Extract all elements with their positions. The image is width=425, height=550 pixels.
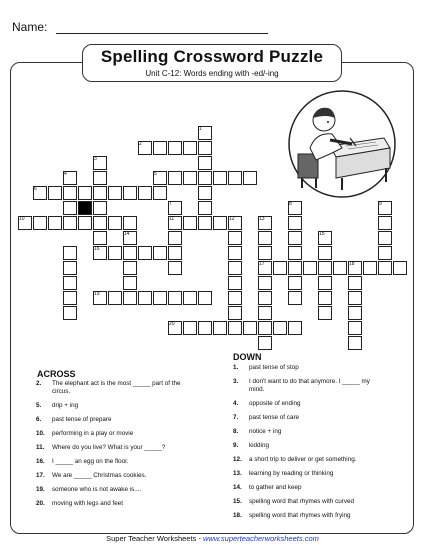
crossword-cell[interactable] bbox=[183, 291, 197, 305]
grid-clue-number: 16 bbox=[94, 246, 100, 252]
crossword-cell[interactable] bbox=[348, 336, 362, 350]
across-heading: ACROSS bbox=[37, 369, 76, 379]
clue-text: to gather and keep bbox=[249, 484, 302, 491]
crossword-cell[interactable] bbox=[63, 186, 77, 200]
crossword-cell[interactable] bbox=[318, 306, 332, 320]
clue-text: spelling word that rhymes with curved bbox=[249, 498, 354, 505]
crossword-cell[interactable] bbox=[258, 336, 272, 350]
across-clue bbox=[36, 416, 186, 424]
crossword-cell[interactable] bbox=[228, 306, 242, 320]
across-clue bbox=[36, 430, 186, 438]
across-clue bbox=[36, 472, 186, 480]
crossword-cell[interactable] bbox=[183, 141, 197, 155]
clue-number: 19. bbox=[36, 486, 45, 493]
name-line[interactable] bbox=[56, 33, 268, 34]
grid-clue-number: 5 bbox=[154, 171, 157, 177]
crossword-cell[interactable] bbox=[198, 171, 212, 185]
crossword-cell[interactable] bbox=[168, 261, 182, 275]
crossword-cell[interactable] bbox=[63, 261, 77, 275]
crossword-cell[interactable] bbox=[198, 321, 212, 335]
crossword-cell[interactable] bbox=[168, 246, 182, 260]
crossword-cell[interactable] bbox=[63, 276, 77, 290]
crossword-cell[interactable] bbox=[288, 216, 302, 230]
grid-clue-number: 4 bbox=[64, 171, 67, 177]
grid-clue-number: 20 bbox=[169, 321, 175, 327]
crossword-cell[interactable] bbox=[348, 321, 362, 335]
grid-clue-number: 14 bbox=[124, 231, 130, 237]
down-clue bbox=[233, 498, 383, 506]
student-illustration bbox=[286, 88, 398, 200]
crossword-cell[interactable] bbox=[258, 231, 272, 245]
clue-number: 5. bbox=[36, 402, 42, 409]
crossword-cell[interactable] bbox=[303, 261, 317, 275]
crossword-cell[interactable] bbox=[198, 186, 212, 200]
clue-text: past tense of prepare bbox=[52, 416, 112, 423]
crossword-cell[interactable] bbox=[318, 291, 332, 305]
crossword-cell[interactable] bbox=[213, 321, 227, 335]
down-clue bbox=[233, 512, 383, 520]
across-clue bbox=[36, 458, 186, 466]
crossword-cell[interactable] bbox=[393, 261, 407, 275]
grid-clue-number: 9 bbox=[379, 201, 382, 207]
grid-clue-number: 7 bbox=[169, 201, 172, 207]
down-clue bbox=[233, 364, 383, 372]
clue-text: spelling word that rhymes with frying bbox=[249, 512, 351, 519]
down-clue bbox=[233, 484, 383, 492]
across-clue bbox=[36, 486, 186, 494]
crossword-cell[interactable] bbox=[123, 276, 137, 290]
clue-text: moving with legs and feet bbox=[52, 500, 124, 507]
clue-number: 8. bbox=[233, 428, 239, 435]
clue-text: We are _____ Christmas cookies. bbox=[52, 472, 147, 479]
clue-number: 14. bbox=[233, 484, 242, 491]
crossword-cell[interactable] bbox=[63, 306, 77, 320]
clue-number: 10. bbox=[36, 430, 45, 437]
crossword-cell[interactable] bbox=[183, 321, 197, 335]
crossword-cell[interactable] bbox=[288, 261, 302, 275]
crossword-cell[interactable] bbox=[258, 306, 272, 320]
crossword-cell[interactable] bbox=[138, 291, 152, 305]
grid-clue-number: 8 bbox=[289, 201, 292, 207]
clue-text: someone who is not awake is.... bbox=[52, 486, 142, 493]
crossword-cell[interactable] bbox=[288, 291, 302, 305]
crossword-cell[interactable] bbox=[228, 321, 242, 335]
crossword-cell[interactable] bbox=[378, 231, 392, 245]
crossword-cell[interactable] bbox=[168, 141, 182, 155]
clue-number: 17. bbox=[36, 472, 45, 479]
clue-number: 3. bbox=[233, 378, 239, 385]
clue-number: 20. bbox=[36, 500, 45, 507]
down-clue bbox=[233, 470, 383, 478]
crossword-cell[interactable] bbox=[258, 321, 272, 335]
crossword-cell[interactable] bbox=[48, 216, 62, 230]
down-clue bbox=[233, 400, 383, 408]
crossword-cell[interactable] bbox=[348, 276, 362, 290]
crossword-cell[interactable] bbox=[123, 291, 137, 305]
crossword-cell[interactable] bbox=[213, 171, 227, 185]
across-clue bbox=[36, 500, 186, 508]
crossword-cell[interactable] bbox=[123, 186, 137, 200]
crossword-cell[interactable] bbox=[93, 201, 107, 215]
crossword-cell[interactable] bbox=[153, 291, 167, 305]
crossword-cell[interactable] bbox=[48, 186, 62, 200]
crossword-cell[interactable] bbox=[198, 216, 212, 230]
grid-clue-number: 13 bbox=[259, 216, 265, 222]
clue-text: a short trip to deliver or get something. bbox=[249, 456, 357, 463]
crossword-cell[interactable] bbox=[273, 321, 287, 335]
crossword-cell[interactable] bbox=[228, 231, 242, 245]
crossword-cell[interactable] bbox=[258, 291, 272, 305]
clue-number: 16. bbox=[36, 458, 45, 465]
grid-clue-number: 18 bbox=[349, 261, 355, 267]
crossword-cell[interactable] bbox=[378, 216, 392, 230]
crossword-cell[interactable] bbox=[138, 186, 152, 200]
across-clue bbox=[36, 402, 186, 410]
down-clue bbox=[233, 456, 383, 464]
grid-clue-number: 17 bbox=[259, 261, 265, 267]
crossword-cell[interactable] bbox=[138, 246, 152, 260]
crossword-cell[interactable] bbox=[78, 186, 92, 200]
down-heading: DOWN bbox=[233, 352, 262, 362]
crossword-cell[interactable] bbox=[168, 171, 182, 185]
crossword-cell[interactable] bbox=[243, 321, 257, 335]
clue-number: 2. bbox=[36, 380, 42, 387]
crossword-cell[interactable] bbox=[288, 276, 302, 290]
crossword-cell[interactable] bbox=[228, 171, 242, 185]
crossword-cell[interactable] bbox=[348, 291, 362, 305]
crossword-cell[interactable] bbox=[108, 186, 122, 200]
crossword-cell[interactable] bbox=[228, 246, 242, 260]
clue-text: kidding bbox=[249, 442, 269, 449]
clue-number: 15. bbox=[233, 498, 242, 505]
down-clue bbox=[233, 414, 383, 422]
grid-clue-number: 3 bbox=[94, 156, 97, 162]
clue-text: Where do you live? What is your _____? bbox=[52, 444, 166, 451]
clue-number: 6. bbox=[36, 416, 42, 423]
crossword-cell[interactable] bbox=[63, 291, 77, 305]
crossword-cell[interactable] bbox=[123, 216, 137, 230]
crossword-cell[interactable] bbox=[63, 216, 77, 230]
grid-clue-number: 1 bbox=[199, 126, 202, 132]
crossword-cell[interactable] bbox=[108, 246, 122, 260]
footer-link[interactable]: www.superteacherworksheets.com bbox=[202, 534, 319, 543]
clue-number: 11. bbox=[36, 444, 45, 451]
crossword-cell[interactable] bbox=[228, 291, 242, 305]
crossword-cell[interactable] bbox=[123, 246, 137, 260]
crossword-cell[interactable] bbox=[288, 246, 302, 260]
clue-number: 7. bbox=[233, 414, 239, 421]
crossword-cell[interactable] bbox=[123, 261, 137, 275]
crossword-cell[interactable] bbox=[108, 291, 122, 305]
crossword-cell[interactable] bbox=[183, 216, 197, 230]
clue-number: 4. bbox=[233, 400, 239, 407]
crossword-cell[interactable] bbox=[318, 261, 332, 275]
crossword-cell[interactable] bbox=[108, 216, 122, 230]
crossword-cell[interactable] bbox=[93, 171, 107, 185]
clue-text: I don't want to do that anymore. I _____ my mind. bbox=[249, 378, 370, 393]
crossword-cell[interactable] bbox=[63, 201, 77, 215]
crossword-cell[interactable] bbox=[183, 171, 197, 185]
clue-text: The elephant act is the most _____ part of the circus. bbox=[52, 380, 181, 395]
crossword-cell[interactable] bbox=[168, 291, 182, 305]
crossword-cell[interactable] bbox=[78, 216, 92, 230]
clue-number: 12. bbox=[233, 456, 242, 463]
across-clue bbox=[36, 444, 186, 452]
name-label: Name: bbox=[12, 20, 48, 34]
clue-text: notice + ing bbox=[249, 428, 282, 435]
down-clue bbox=[233, 378, 383, 394]
crossword-cell[interactable] bbox=[93, 216, 107, 230]
crossword-blocked-cell bbox=[78, 201, 92, 215]
clue-number: 9. bbox=[233, 442, 239, 449]
down-clue bbox=[233, 442, 383, 450]
footer-prefix: Super Teacher Worksheets - bbox=[106, 534, 203, 543]
crossword-cell[interactable] bbox=[333, 261, 347, 275]
crossword-cell[interactable] bbox=[198, 156, 212, 170]
crossword-cell[interactable] bbox=[288, 231, 302, 245]
crossword-cell[interactable] bbox=[363, 261, 377, 275]
crossword-cell[interactable] bbox=[93, 231, 107, 245]
grid-clue-number: 11 bbox=[169, 216, 175, 222]
crossword-cell[interactable] bbox=[168, 231, 182, 245]
clue-text: performing in a play or movie bbox=[52, 430, 134, 437]
crossword-cell[interactable] bbox=[213, 216, 227, 230]
title-box bbox=[82, 44, 342, 82]
crossword-cell[interactable] bbox=[288, 321, 302, 335]
crossword-cell[interactable] bbox=[378, 246, 392, 260]
clue-text: opposite of ending bbox=[249, 400, 301, 407]
clue-text: I _____ an egg on the floor. bbox=[52, 458, 129, 465]
clue-text: past tense of stop bbox=[249, 364, 299, 371]
page-subtitle: Unit C-12: Words ending with -ed/-ing bbox=[145, 69, 279, 78]
crossword-cell[interactable] bbox=[318, 246, 332, 260]
crossword-cell[interactable] bbox=[258, 276, 272, 290]
crossword-cell[interactable] bbox=[348, 306, 362, 320]
crossword-cell[interactable] bbox=[153, 246, 167, 260]
crossword-cell[interactable] bbox=[198, 291, 212, 305]
crossword-cell[interactable] bbox=[273, 261, 287, 275]
crossword-cell[interactable] bbox=[93, 186, 107, 200]
crossword-cell[interactable] bbox=[198, 141, 212, 155]
clue-number: 13. bbox=[233, 470, 242, 477]
grid-clue-number: 10 bbox=[19, 216, 25, 222]
page-title: Spelling Crossword Puzzle bbox=[100, 47, 324, 66]
crossword-cell[interactable] bbox=[243, 171, 257, 185]
crossword-cell[interactable] bbox=[378, 261, 392, 275]
grid-clue-number: 19 bbox=[94, 291, 100, 297]
crossword-cell[interactable] bbox=[228, 261, 242, 275]
crossword-cell[interactable] bbox=[258, 246, 272, 260]
crossword-cell[interactable] bbox=[318, 276, 332, 290]
crossword-cell[interactable] bbox=[63, 246, 77, 260]
footer bbox=[0, 534, 425, 543]
clue-text: learning by reading or thinking bbox=[249, 470, 334, 477]
grid-clue-number: 2 bbox=[139, 141, 142, 147]
grid-clue-number: 6 bbox=[34, 186, 37, 192]
clue-number: 1. bbox=[233, 364, 239, 371]
crossword-cell[interactable] bbox=[153, 186, 167, 200]
clue-number: 18. bbox=[233, 512, 242, 519]
crossword-cell[interactable] bbox=[153, 141, 167, 155]
grid-clue-number: 12 bbox=[229, 216, 235, 222]
crossword-cell[interactable] bbox=[198, 201, 212, 215]
crossword-cell[interactable] bbox=[228, 276, 242, 290]
down-clue bbox=[233, 428, 383, 436]
clue-text: drip + ing bbox=[52, 402, 79, 409]
clue-text: past tense of care bbox=[249, 414, 300, 421]
across-clue bbox=[36, 380, 186, 396]
grid-clue-number: 15 bbox=[319, 231, 325, 237]
crossword-cell[interactable] bbox=[33, 216, 47, 230]
